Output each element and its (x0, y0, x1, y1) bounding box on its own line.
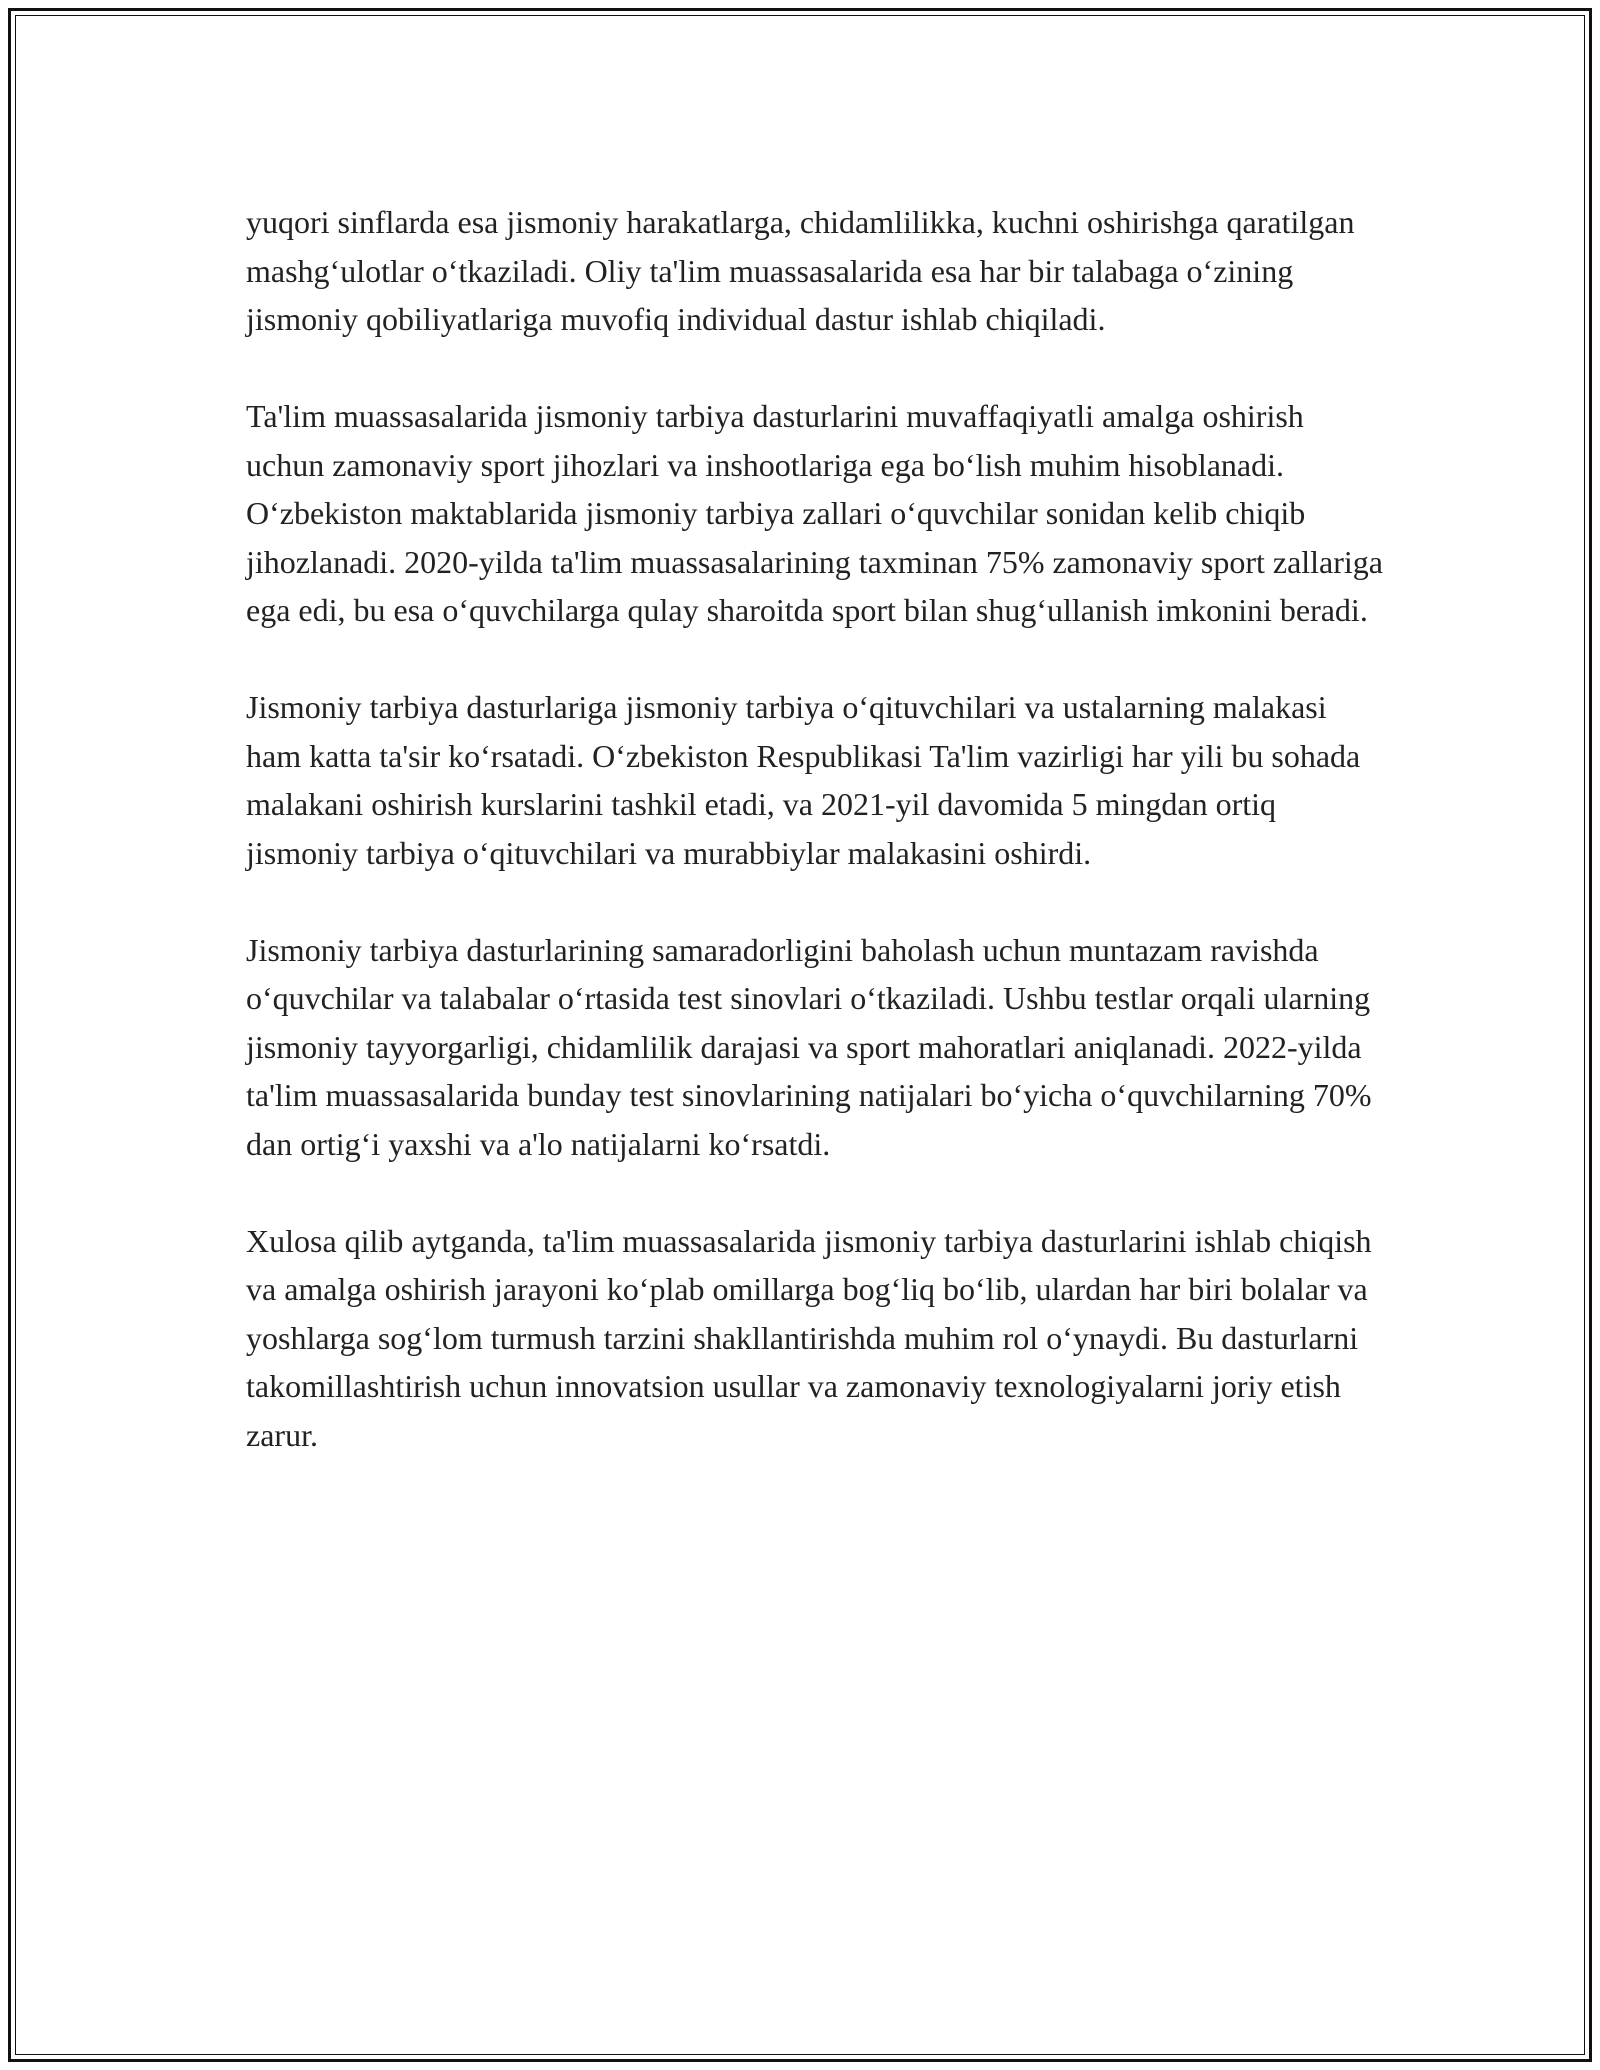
paragraph: yuqori sinflarda esa jismoniy harakatlarga, chidamlilikka, kuchni oshirishga qaratilgan mashg‘ulotlar o‘tkaziladi. Oliy ta'lim muassasalarida esa har bir talabaga o‘zining jismoniy qobiliyatlariga muvofiq individual dastur ishlab chiqiladi. (246, 204, 1355, 337)
paragraph: Xulosa qilib aytganda, ta'lim muassasalarida jismoniy tarbiya dasturlarini ishlab chiqish va amalga oshirish jarayoni ko‘plab omillarga bog‘liq bo‘lib, ulardan har biri bolalar va yoshlarga sog‘lom turmush tarzini shakllantirishda muhim rol o‘ynaydi. Bu dasturlarni takomillashtirish uchun innovatsion usullar va zamonaviy texnologiyalarni joriy etish zarur. (246, 1222, 1372, 1453)
document-body (246, 198, 1386, 1508)
page-frame (8, 8, 1592, 2062)
paragraph: Ta'lim muassasalarida jismoniy tarbiya dasturlarini muvaffaqiyatli amalga oshirish uchun zamonaviy sport jihozlari va inshootlariga ega bo‘lish muhim hisoblanadi. O‘zbekiston maktablarida jismoniy tarbiya zallari o‘quvchilar sonidan kelib chiqib jihozlanadi. 2020-yilda ta'lim muassasalarining taxminan 75% zamonaviy sport zallariga ega edi, bu esa o‘quvchilarga qulay sharoitda sport bilan shug‘ullanish imkonini beradi. (246, 398, 1383, 628)
paragraph: Jismoniy tarbiya dasturlariga jismoniy tarbiya o‘qituvchilari va ustalarning malakasi ham katta ta'sir ko‘rsatadi. O‘zbekiston Respublikasi Ta'lim vazirligi har yili bu sohada malakani oshirish kurslarini tashkil etadi, va 2021-yil davomida 5 mingdan ortiq jismoniy tarbiya o‘qituvchilari va murabbiylar malakasini oshirdi. (246, 689, 1361, 871)
paragraph: Jismoniy tarbiya dasturlarining samaradorligini baholash uchun muntazam ravishda o‘quvchilar va talabalar o‘rtasida test sinovlari o‘tkaziladi. Ushbu testlar orqali ularning jismoniy tayyorgarligi, chidamlilik darajasi va sport mahoratlari aniqlanadi. 2022-yilda ta'lim muassasalarida bunday test sinovlarining natijalari bo‘yicha o‘quvchilarning 70% dan ortig‘i yaxshi va a'lo natijalarni ko‘rsatdi. (246, 931, 1372, 1162)
